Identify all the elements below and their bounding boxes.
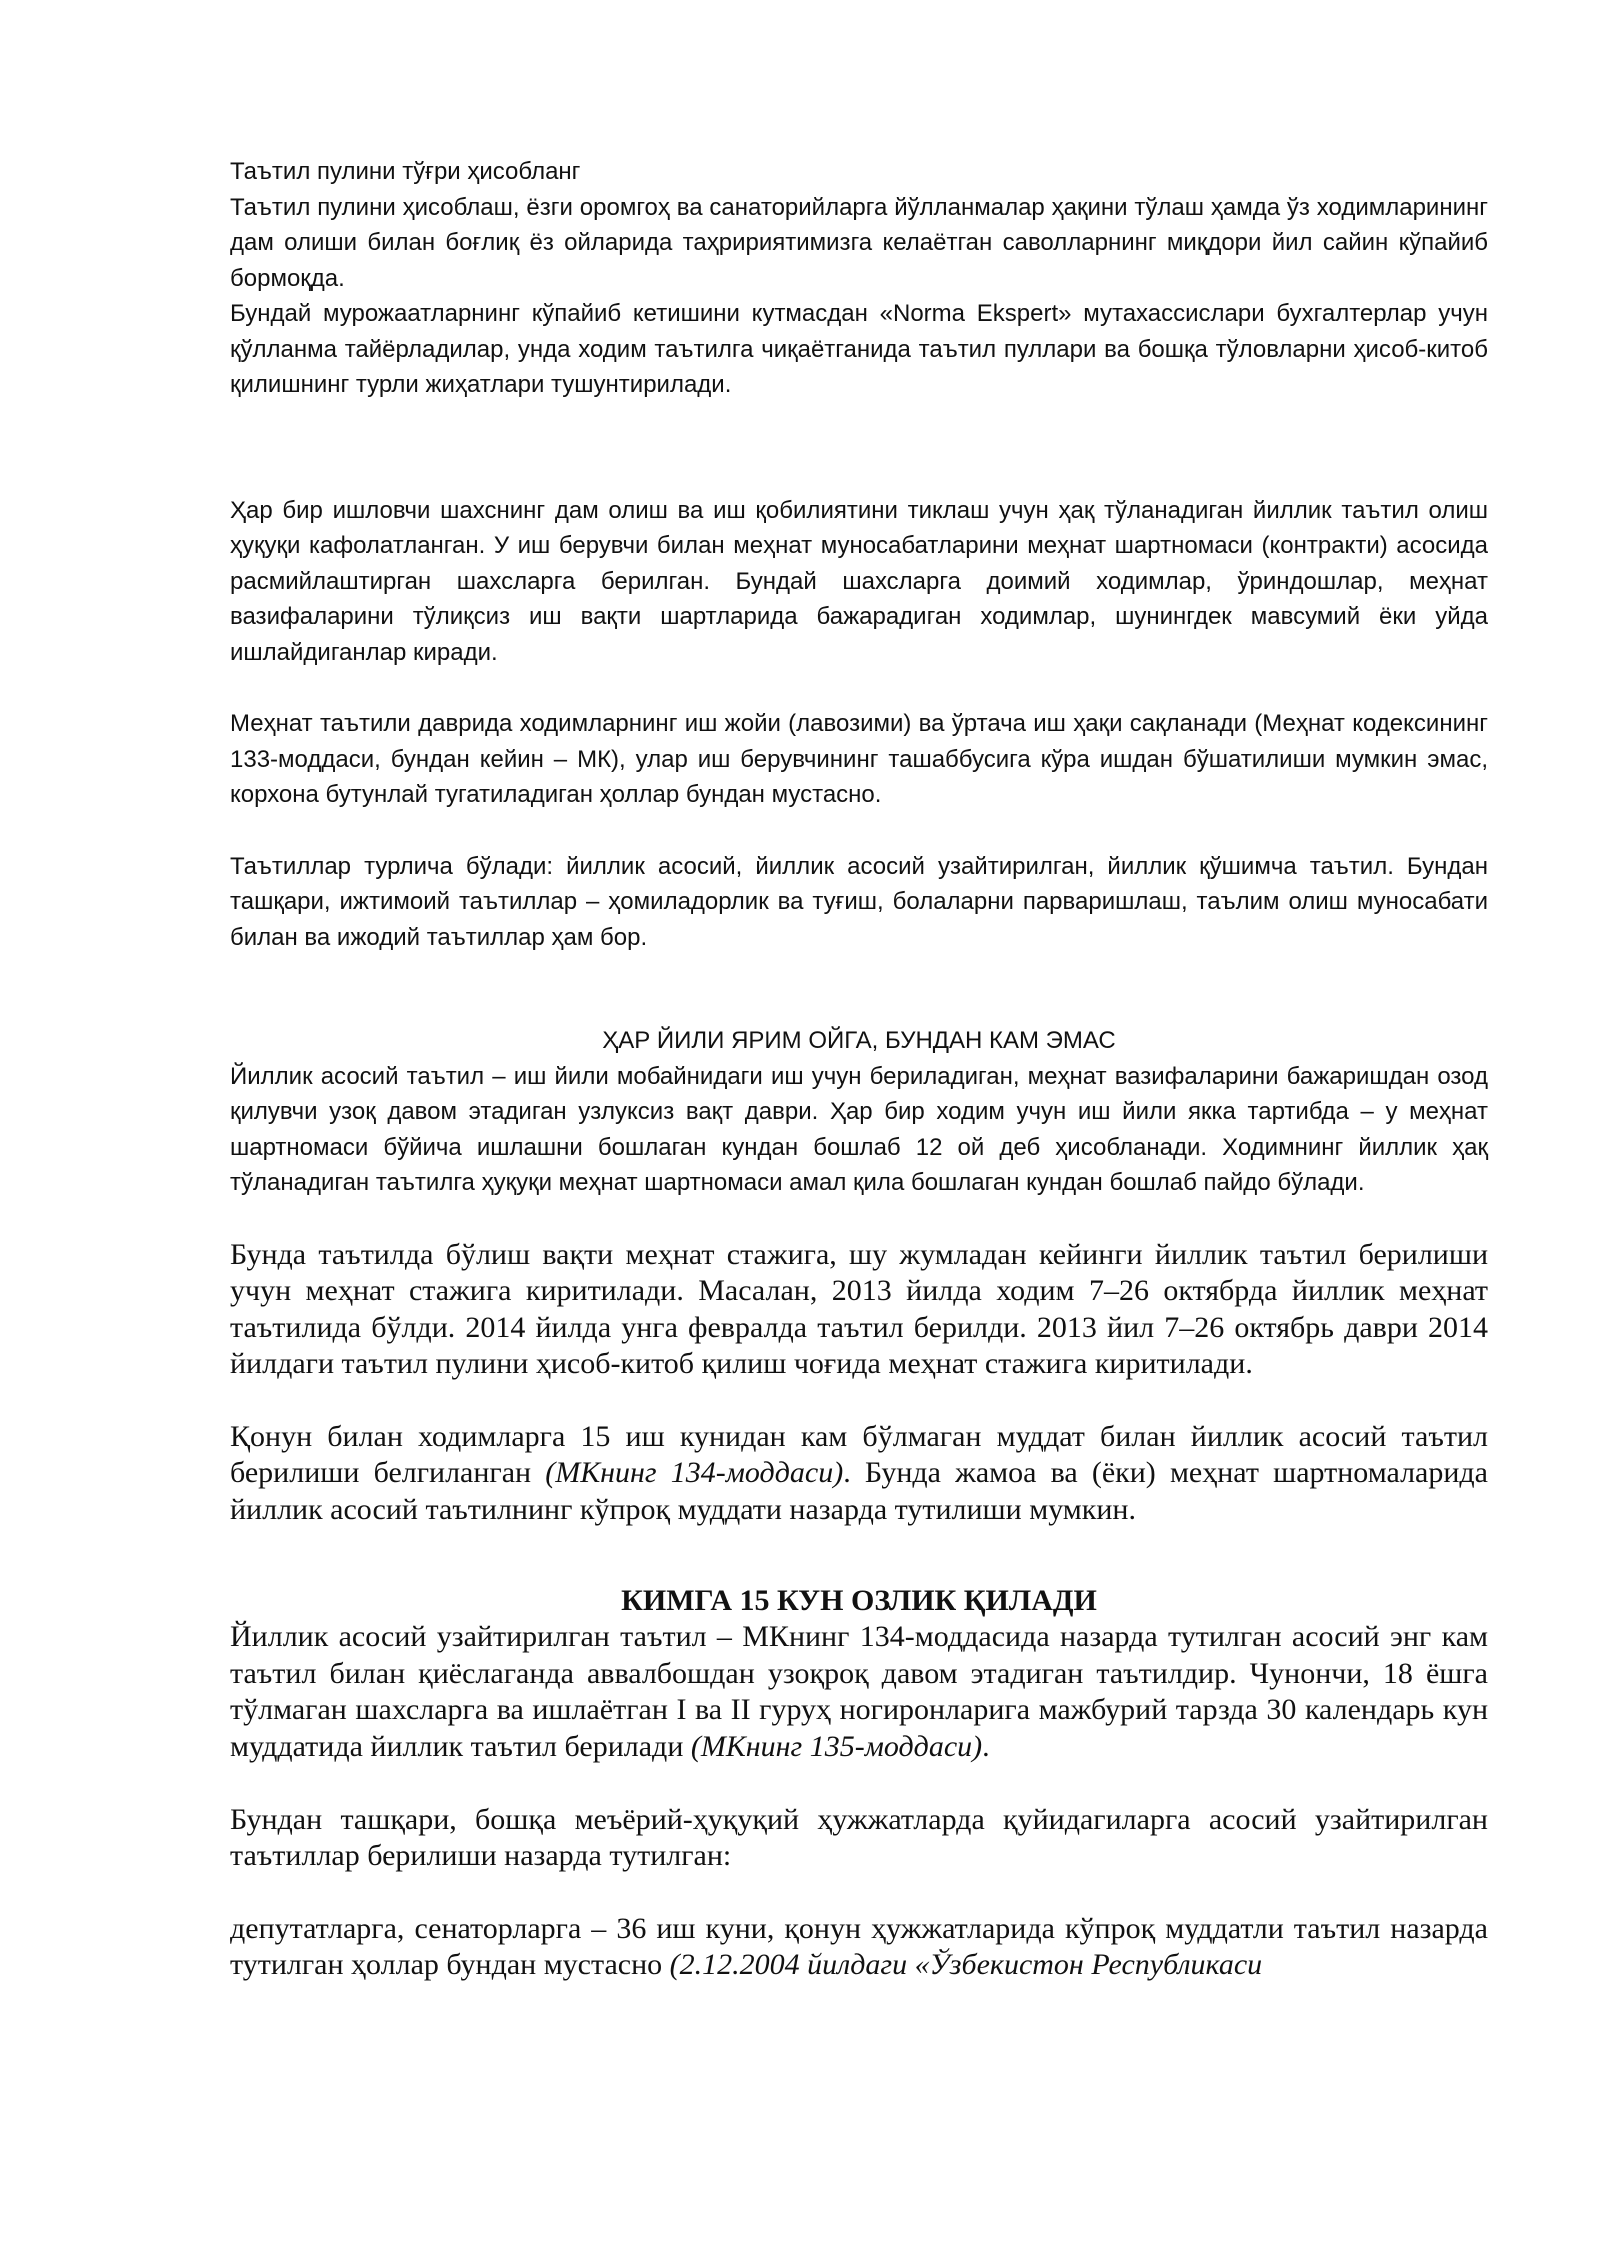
annual-section: [230, 1023, 1488, 1201]
stazh-paragraph: Бунда таътилда бўлиш вақти меҳнат стажига, шу жумладан кейинги йиллик таътил берилиши учун меҳнат стажига киритилади. Масалан, 2013 йилда ходим 7–26 октябрда йиллик меҳнат таътилида бўлди. 2014 йилда унга февралда таътил берилди. 2013 йил 7–26 октябрь даври 2014 йилдаги таътил пулини ҳисоб-китоб қилиш чоғида меҳнат стажига киритилади.: [230, 1237, 1488, 1381]
rights-section: [230, 493, 1488, 956]
intro-title: Таътил пулини тўғри ҳисобланг: [230, 158, 581, 185]
stazh-section: [230, 1237, 1488, 1529]
rights-paragraph: Ҳар бир ишловчи шахснинг дам олиш ва иш қобилиятини тиклаш учун ҳақ тўланадиган йиллик таътил олиш ҳуқуқи кафолатланган. У иш берувчи билан меҳнат муносабатларини меҳнат шартномаси (контракти) асосида расмийлаштирган шахсларга берилган. Бундай шахсларга доимий ходимлар, ўриндошлар, меҳнат вазифаларини тўлиқсиз иш вақти шартларида бажарадиган ходимлар, шунингдек мавсумий ёки уйда ишлайдиганлар киради.: [230, 496, 1488, 666]
extended-paragraph: Йиллик асосий узайтирилган таътил – МКнинг 134-моддасида назарда тутилган асосий энг кам таътил билан қиёслаганда аввалбошдан узоқроқ давом этадиган таътилдир. Чунончи, 18 ёшга тўлмаган шахсларга ва ишлаётган I ва II гуруҳ ногиронларига мажбурий тарзда 30 календарь кун муддатида йиллик таътил берилади (МКнинг 135-моддаси).: [230, 1620, 1488, 1764]
annual-paragraph: Йиллик асосий таътил – иш йили мобайнидаги иш учун бериладиган, меҳнат вазифаларини бажаришдан озод қилувчи узоқ давом этадиган узлуксиз вақт даври. Ҳар бир ходим учун иш йили якка тартибда – у меҳнат шартномаси бўйича ишлашни бошлаган кундан бошлаб 12 ой деб ҳисобланади. Ходимнинг йиллик ҳақ тўланадиган таътилга ҳуқуқи меҳнат шартномаси амал қила бошлаган кундан бошлаб пайдо бўлади.: [230, 1062, 1488, 1196]
intro-section: [230, 154, 1488, 403]
section-heading-1: ҲАР ЙИЛИ ЯРИМ ОЙГА, БУНДАН КАМ ЭМАС: [602, 1027, 1116, 1054]
other-paragraph: Бундан ташқари, бошқа меъёрий-ҳуқуқий ҳужжатларда қуйидагиларга асосий узайтирилган таътиллар берилиши назарда тутилган:: [230, 1802, 1488, 1873]
deputies-reference: (2.12.2004 йилдаги «Ўзбекистон Республикаси: [669, 1948, 1263, 1982]
deputies-paragraph: депутатларга, сенаторларга – 36 иш куни, қонун ҳужжатларида кўпроқ муддатли таътил назарда тутилган ҳоллар бундан мустасно (2.12.2004 йилдаги «Ўзбекистон Республикаси: [230, 1911, 1488, 1982]
law-paragraph: Қонун билан ходимларга 15 иш кунидан кам бўлмаган муддат билан йиллик асосий таътил берилиши белгиланган (МКнинг 134-моддаси). Бунда жамоа ва (ёки) меҳнат шартномаларида йиллик асосий таътилнинг кўпроқ муддати назарда тутилиши мумкин.: [230, 1419, 1488, 1527]
extended-section: [230, 1583, 1488, 1984]
extended-reference: (МКнинг 135-моддаси): [690, 1730, 983, 1764]
types-paragraph: Таътиллар турлича бўлади: йиллик асосий, йиллик асосий узайтирилган, йиллик қўшимча таътил. Бундан ташқари, ижтимоий таътиллар – ҳомиладорлик ва туғиш, болаларни парваришлаш, таълим олиш муносабати билан ва ижодий таътиллар ҳам бор.: [230, 852, 1488, 951]
guarantee-paragraph: Меҳнат таътили даврида ходимларнинг иш жойи (лавозими) ва ўртача иш ҳақи сақланади (Меҳнат кодексининг 133-моддаси, бундан кейин – МК), улар иш берувчининг ташаббусига кўра ишдан бўшатилиши мумкин эмас, корхона бутунлай тугатиладиган ҳоллар бундан мустасно.: [230, 710, 1488, 808]
section-heading-2: КИМГА 15 КУН ОЗЛИК ҚИЛАДИ: [621, 1583, 1097, 1617]
intro-paragraph-2: Бундай мурожаатларнинг кўпайиб кетишини кутмасдан «Norma Ekspert» мутахассислари бухгалтерлар учун қўлланма тайёрладилар, унда ходим таътилга чиқаётганида таътил пуллари ва бошқа тўловларни ҳисоб-китоб қилишнинг турли жиҳатлари тушунтирилади.: [230, 300, 1488, 398]
law-reference: (МКнинг 134-моддаси): [545, 1456, 844, 1490]
intro-paragraph-1: Таътил пулини ҳисоблаш, ёзги оромгоҳ ва санаторийларга йўлланмалар ҳақини тўлаш ҳамда ўз ходимларининг дам олиши билан боғлиқ ёз ойларида таҳририятимизга келаётган саволларнинг миқдори йил сайин кўпайиб бормоқда.: [230, 193, 1488, 292]
